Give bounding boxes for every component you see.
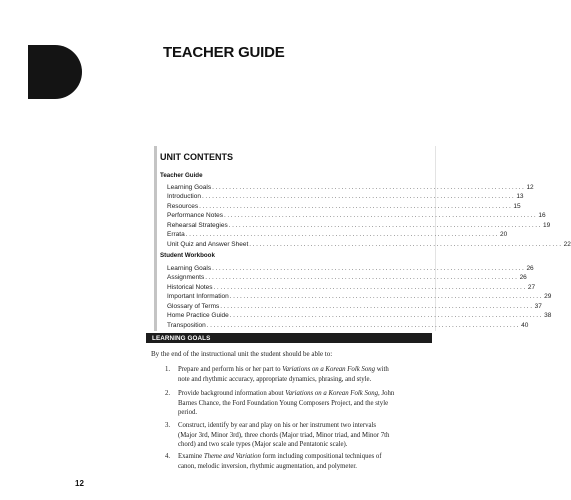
toc-page-number: 16: [538, 212, 546, 220]
goal-text-segment: with: [375, 366, 389, 373]
toc-page-number: 26: [519, 274, 527, 282]
toc-leader-dots: ............................................................................................: [201, 193, 516, 201]
toc-label: Glossary of Terms: [167, 302, 220, 310]
toc-row[interactable]: [167, 183, 534, 192]
toc-row[interactable]: [167, 283, 536, 292]
toc-label: Home Practice Guide: [167, 312, 229, 320]
goal-italic-title: Variations on a Korean Folk Song: [285, 390, 379, 397]
goal-text-segment: Barnes Chance, the Ford Foundation Young Composers Project, and the style: [178, 399, 389, 407]
toc-leader-dots: ............................................................................................: [199, 202, 513, 210]
toc-leader-dots: ............................................................................................: [228, 221, 543, 229]
toc-row[interactable]: [167, 240, 571, 249]
toc-page-number: 40: [521, 321, 529, 329]
toc-page-number: 27: [527, 283, 536, 291]
goal-text-segment: Construct, identify by ear and play on his or her instrument two intervals: [178, 422, 377, 429]
learning-goal-item: [165, 421, 440, 450]
toc-label: Important Information: [167, 293, 229, 301]
toc-leader-dots: ............................................................................................: [205, 274, 519, 282]
goal-text-segment: chord) and two scale types (Major scale and Pentatonic scale).: [178, 441, 348, 448]
page-title: TEACHER GUIDE: [163, 44, 285, 61]
toc-label: Resources: [167, 202, 199, 210]
toc-page-number: 22: [563, 240, 571, 248]
learning-goal-item: [165, 389, 440, 418]
toc-page-number: 19: [543, 221, 551, 229]
toc-label: Learning Goals: [167, 184, 212, 191]
goal-text-segment: Provide background information about: [178, 390, 286, 397]
toc-leader-dots: ............................................................................................: [224, 212, 538, 220]
toc-page-number: 26: [526, 265, 534, 272]
toc-leader-dots: ............................................................................................: [213, 283, 527, 291]
goal-text-segment: Prepare and perform his or her part to: [178, 366, 283, 373]
toc-row[interactable]: [167, 192, 524, 201]
toc-row[interactable]: [167, 264, 534, 273]
goal-number: 2.: [165, 390, 171, 397]
toc-label: Unit Quiz and Answer Sheet: [167, 240, 249, 248]
goal-text-segment: form including compositional techniques of: [260, 453, 382, 460]
toc-label: Learning Goals: [167, 265, 212, 272]
goal-italic-title: Theme and Variation: [203, 453, 261, 460]
toc-leader-dots: ............................................................................................: [212, 184, 526, 191]
toc-row[interactable]: [167, 292, 552, 301]
learning-goals-heading: LEARNING GOALS: [152, 334, 211, 342]
toc-label: Transposition: [167, 321, 206, 329]
toc-page-number: 29: [544, 293, 552, 301]
toc-list-student-workbook: [167, 264, 552, 330]
toc-row[interactable]: [167, 273, 527, 282]
toc-label: Rehearsal Strategies: [167, 221, 228, 229]
learning-goal-item: [165, 365, 440, 384]
goal-text-segment: (Major 3rd, Minor 3rd), three chords (Major triad, Minor triad, and Minor 7th: [178, 431, 390, 439]
toc-leader-dots: ............................................................................................: [229, 293, 544, 301]
toc-row[interactable]: [167, 202, 521, 211]
toc-row[interactable]: [167, 230, 508, 239]
toc-page-number: 37: [534, 302, 542, 310]
toc-page-number: 12: [526, 184, 534, 191]
goal-italic-title: Variations on a Korean Folk Song: [282, 366, 376, 373]
goal-text-segment: period.: [178, 409, 198, 416]
goal-text: [165, 365, 440, 384]
toc-list-teacher-guide: [167, 183, 571, 249]
toc-page-number: 20: [500, 231, 508, 239]
toc-label: Historical Notes: [167, 283, 213, 291]
toc-label: Performance Notes: [167, 212, 223, 220]
toc-row[interactable]: [167, 211, 546, 220]
goal-number: 3.: [165, 422, 171, 429]
goal-text: [165, 452, 440, 471]
toc-row[interactable]: [167, 311, 552, 320]
toc-leader-dots: ............................................................................................: [249, 240, 563, 248]
toc-leader-dots: ............................................................................................: [185, 231, 500, 239]
toc-page-number: 13: [516, 193, 524, 201]
learning-goals-intro: By the end of the instructional unit the student should be able to:: [151, 350, 333, 358]
goal-text: [165, 389, 440, 418]
learning-goal-item: [165, 452, 440, 471]
toc-leader-dots: ............................................................................................: [220, 302, 534, 310]
toc-label: Assignments: [167, 274, 205, 282]
toc-row[interactable]: [167, 221, 551, 230]
goal-number: 1.: [165, 366, 171, 373]
toc-label: Errata: [167, 231, 185, 239]
toc-page-number: 15: [513, 202, 521, 210]
toc-leader-dots: ............................................................................................: [212, 265, 526, 272]
goal-number: 4.: [165, 453, 171, 460]
goal-text-segment: canon, melodic inversion, rhythmic augmentation, and polymeter.: [178, 462, 357, 470]
goal-text-segment: Examine: [178, 453, 204, 460]
toc-leader-dots: ............................................................................................: [229, 312, 544, 320]
toc-page-number: 38: [544, 312, 552, 320]
goal-text-segment: note and rhythmic accuracy, appropriate dynamics, phrasing, and style.: [178, 375, 372, 383]
toc-section-heading-teacher-guide: Teacher Guide: [160, 172, 203, 179]
toc-row[interactable]: [167, 321, 529, 330]
unit-contents-title: UNIT CONTENTS: [160, 152, 233, 162]
toc-label: Introduction: [167, 193, 201, 201]
toc-row[interactable]: [167, 302, 542, 311]
chapter-tab-half-disc: [28, 45, 82, 99]
goal-text: [165, 421, 440, 450]
toc-leader-dots: ............................................................................................: [206, 321, 521, 329]
page-number: 12: [75, 479, 84, 488]
toc-section-heading-student-workbook: Student Workbook: [160, 252, 215, 259]
learning-goals-bar: [146, 333, 432, 343]
goal-text-segment: , John: [378, 390, 395, 397]
